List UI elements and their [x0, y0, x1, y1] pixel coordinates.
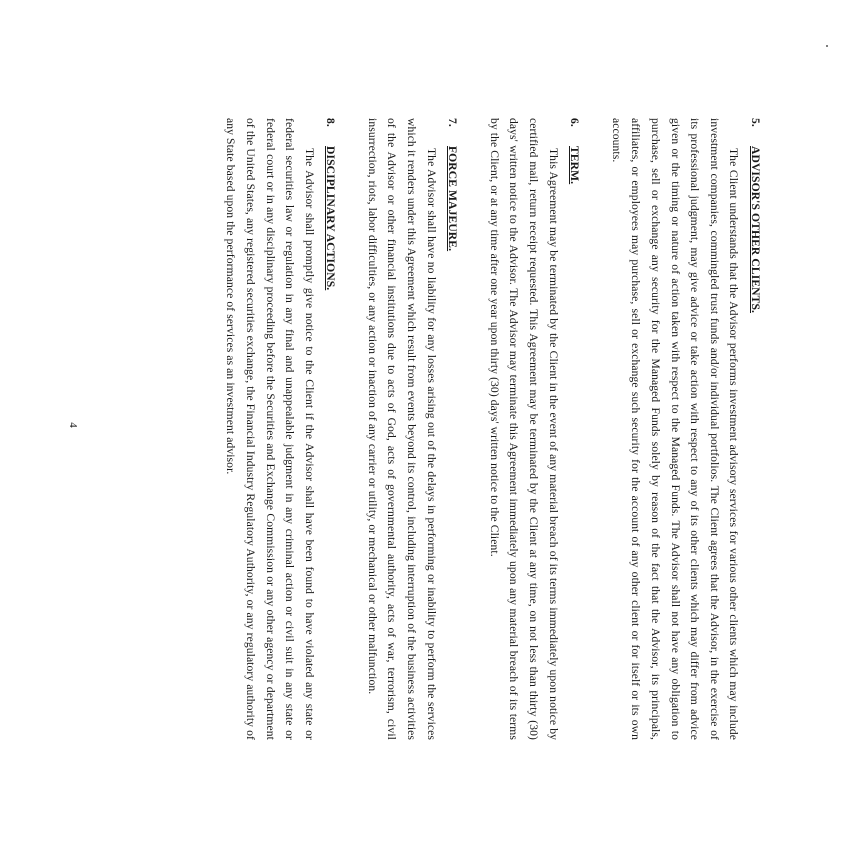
section-paragraph: The Client understands that the Advisor performs investment advisory services for various other clients which may include investment companies, commingled trust funds and/or individual portfolios. The Client agrees that the Advisor, in the exercise of its professional judgment, may give advice or take action with respect to any of its other clients which may differ from advice given or the timing or nature of action taken with respect to the Managed Funds. The Advisor shall not have any obligation to purchase, sell or exchange any security for the Managed Funds solely by reason of the fact that the Advisor, its principals, affiliates, or employees may purchase, sell or exchange such security for the account of any other client or for itself or its own accounts.	[609, 118, 741, 740]
section-number: 7.	[446, 118, 460, 127]
section-title: DISCIPLINARY ACTIONS.	[324, 146, 338, 291]
section-number: 5.	[749, 118, 762, 127]
section-term	[484, 118, 584, 740]
section-heading	[745, 118, 765, 740]
section-title: FORCE MAJEURE.	[446, 146, 460, 252]
section-paragraph: The Advisor shall have no liability for any losses arising out of the delays in performing or inability to perform the services which it renders under this Agreement which result from events beyond its control, including interruption of the business activities of the Advisor or other financial institutions due to acts of God, acts of governmental authority, acts of war, terrorism, civil insurrection, riots, labor difficulties, or any action or inaction of any carrier or utility, or mechanical or other malfunction.	[365, 118, 438, 740]
section-heading	[565, 118, 585, 740]
section-paragraph: This Agreement may be terminated by the Client in the event of any material breach of its terms immediately upon notice by certified mail, return receipt requested. This Agreement may be terminated by the Client at any time, on not less than thirty (30) days' written notice to the Advisor. The Advisor may terminate this Agreement immediately upon any material breach of its terms by the Client, or at any time after one year upon thirty (30) days' written notice to the Client.	[487, 118, 560, 740]
section-paragraph: The Advisor shall promptly give notice to the Client if the Advisor shall have been found to have violated any state or federal securities law or regulation in any final and unappealable judgment in any criminal action or civil suit in any state or federal court or in any disciplinary proceeding before the Securities and Exchange Commission or any other agency or department of the United States, any registered securities exchange, the Financial Industry Regulatory Authority, or any regulatory authority of any State based upon the performance of services as an investment advisor.	[224, 118, 316, 740]
document-body	[199, 118, 765, 740]
scan-speck	[826, 45, 828, 47]
section-title: TERM.	[568, 146, 582, 185]
section-disciplinary-actions	[221, 118, 341, 740]
section-number: 8.	[324, 118, 338, 127]
section-number: 6.	[568, 118, 582, 127]
section-advisors-other-clients	[606, 118, 765, 740]
section-title: ADVISOR'S OTHER CLIENTS.	[749, 146, 762, 314]
page-number: 4	[67, 422, 79, 428]
section-heading	[321, 118, 341, 740]
section-force-majeure	[362, 118, 462, 740]
section-heading	[443, 118, 463, 740]
